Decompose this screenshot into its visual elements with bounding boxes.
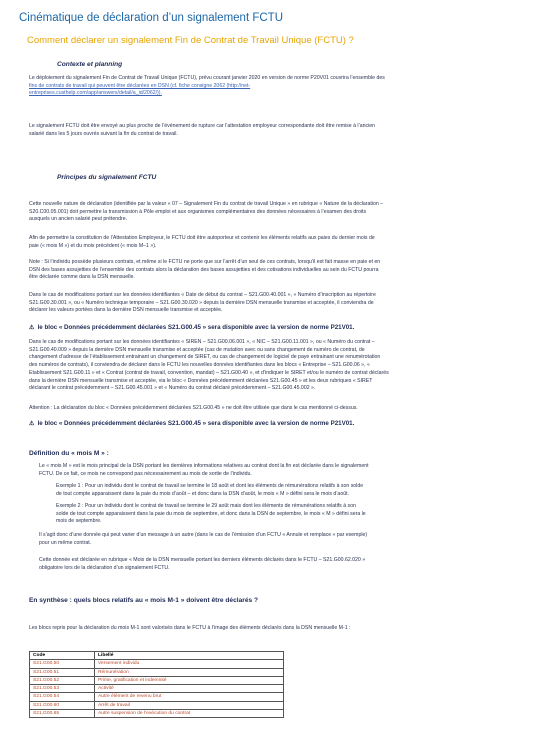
column-header-code: Code [30,652,95,660]
context-paragraph-1 [29,75,527,98]
warning-2 [29,420,354,427]
context-paragraph-2 [29,123,527,138]
context-line-2[interactable]: fins de contrats de travail qui peuvent être déclarées en DSN (cf. fiche consigne 2062 (http://net- [29,82,251,89]
definition-paragraph-3 [39,557,527,572]
codes-table [29,651,284,718]
warning-1 [29,324,354,331]
row-label: Versement individu [95,660,284,668]
warning-2-text: le bloc « Données précédemment déclarées S21.G00.45 » sera disponible avec la version de norme P21V01. [37,420,355,427]
warning-1-text: le bloc « Données précédemment déclarées S21.G00.45 » sera disponible avec la version de norme P21V01. [37,324,355,331]
row-label: Rémunération [95,668,284,676]
principles-p3-line-2: DSN des bases assujetties de l’ensemble des contrats alors la déclaration des bases assujetties et des cotisations individuelles au sein du FCTU pourra [29,266,379,273]
row-code: S21.G00.54 [30,693,95,701]
context-p2-line-1: Le signalement FCTU doit être envoyé au plus proche de l’événement de rupture car l’attestation employeur correspondante doit être remise à l’ancien [29,123,376,129]
definition-p2-line-2: pour un même contrat. [39,539,92,546]
principles-p4-line-2: S21.G00.30.001 », ou « Numéro technique temporaire – S21.G00.30.020 » depuis la dernière DSN mensuelle transmise et acceptée, il conviendra de [29,299,374,306]
example-1-line-1: Exemple 1 : Pour un individu dont le contrat de travail se termine le 18 août et dont les éléments de rémunérations relatifs à son solde [56,483,364,489]
principles-paragraph-3 [29,259,527,282]
attention-note: Attention : La déclaration du bloc « Données précédemment déclarées S21.G00.45 » ne doit être utilisée que dans le cas mentionné ci-dessus. [29,405,358,411]
principles-p3-line-1: Note : Si l’individu possède plusieurs contrats, et même si le FCTU ne porte que sur l’arrêt d’un seul de ces contrats, lorsqu’il est fait masse en paie et en [29,259,381,265]
page-subtitle: Comment déclarer un signalement Fin de Contrat de Travail Unique (FCTU) ? [27,35,354,46]
row-code: S21.G00.51 [30,668,95,676]
example-2-line-3: mois de septembre. [56,518,102,525]
principles-paragraph-2 [29,235,527,250]
context-p2-line-2: salarié dans les 5 jours ouvrés suivant la fin du contrat de travail. [29,130,178,137]
row-label: Prime, gratification et indemnité [95,676,284,684]
column-header-label: Libellé [95,652,284,660]
row-label: Activité [95,685,284,693]
row-code: S21.G00.50 [30,660,95,668]
principles-p5-line-6: dans la dernière DSN mensuelle transmise et acceptée, via le bloc « Données précédemment déclarées S21.G00.45 » et les deux rubriques « SIRET [29,377,373,384]
definition-p3-line-1: Cette donnée est déclarée en rubrique « Mois de la DSN mensuelle portant les derniers éléments déclarés dans le FCTU – S21.G00.62.020 » [39,557,366,563]
example-1 [56,483,527,498]
table-row [30,668,284,676]
warning-icon: ⚠ [29,420,35,427]
principles-p5-line-2: S21.G00.40.009 » depuis la dernière DSN mensuelle transmise et acceptée (cas de mutation avec ou sans changement de numéro de contrat, de [29,346,365,353]
row-code: S21.G00.53 [30,685,95,693]
principles-p5-line-1: Dans le cas de modifications portant sur les données identifiantes « SIREN – S21.G00.06.001 », « NIC – S21.G00.11.001 », ou « Numéro du contrat – [29,339,375,345]
context-heading: Contexte et planning [57,61,123,68]
row-label: Autre suspension de l’exécution du contrat [95,710,284,718]
row-label: Autre élément de revenu brut [95,693,284,701]
row-label: Arrêt de travail [95,701,284,709]
principles-p2-line-2: paie (« mois M ») et du mois précédent (« mois M–1 »). [29,242,157,249]
principles-p1-line-3: auxquels un ancien salarié peut prétendre. [29,216,128,223]
table-row [30,685,284,693]
table-row [30,693,284,701]
table-row [30,676,284,684]
row-code: S21.G00.60 [30,701,95,709]
principles-heading: Principes du signalement FCTU [57,174,157,181]
example-2 [56,503,527,526]
definition-paragraph-1 [39,463,527,478]
principles-p5-line-5: Etablissement S21.G00.11 » et « Contrat (contrat de travail, convention, mandat) – S21.G00.40 », et d’indiquer le SIRET et/ou le numéro de contrat déclarés [29,369,389,376]
principles-p3-line-3: être déclarée comme dans la DSN mensuelle. [29,274,135,281]
principles-p1-line-2: S20.C00.05.001) doit permettre la transmission à Pôle emploi et aux organismes complémentaires des données nécessaires à l’examen des droits [29,208,367,215]
context-line-3[interactable]: entreprises.custhelp.com/app/answers/detail/a_id/2062/)). [29,90,162,97]
context-line-1: Le déploiement du signalement Fin de Contrat de Travail Unique (FCTU), prévu courant janvier 2020 en version de norme P20V01 couvrira l’ensemble des [29,75,385,81]
warning-icon: ⚠ [29,324,35,331]
table-header-row [30,652,284,660]
example-1-line-2: de tout compte apparaissent dans la paie du mois d’août – et donc dans la DSN d’août, le mois « M » défini sera le mois d’août. [56,490,349,497]
synthesis-paragraph: Les blocs repris pour la déclaration du mois M-1 sont valorisés dans le FCTU à l’image des éléments déclarés dans la DSN mensuelle M-1 : [29,625,351,631]
page-title: Cinématique de déclaration d’un signalement FCTU [19,12,284,24]
principles-paragraph-5 [29,339,527,393]
definition-p3-line-2: obligatoire lors de la déclaration d’un signalement FCTU. [39,564,170,571]
row-code: S21.G00.65 [30,710,95,718]
principles-p5-line-7: déclarant le contrat précédemment – S21.G00.45.001 » et « Numéro du contrat déclaré précédemment – S21.G00.45.002 ». [29,385,316,392]
table-row [30,710,284,718]
principles-p1-line-1: Cette nouvelle nature de déclaration (identifiée par la valeur « 07 – Signalement Fin du contrat de travail Unique » en rubrique « Nature de la déclaration – [29,201,384,207]
principles-p5-line-4: des numéros de contrats), il conviendra de déclarer dans le FCTU les nouvelles données identifiantes dans les blocs « Entreprise – S21.G00.06 », « [29,362,370,369]
row-code: S21.G00.52 [30,676,95,684]
example-2-line-1: Exemple 2 : Pour un individu dont le contrat de travail se termine le 29 août mais dont les éléments de rémunérations relatifs à son [56,503,356,509]
synthesis-heading: En synthèse : quels blocs relatifs au « mois M-1 » doivent être déclarés ? [29,597,259,604]
definition-paragraph-2 [39,532,527,547]
principles-paragraph-1 [29,201,527,224]
principles-p4-line-1: Dans le cas de modifications portant sur les données identifiantes « Date de début du contrat – S21.G00.40.001 », « Numéro d’inscription au répertoire [29,292,376,298]
definition-heading: Définition du « mois M » : [29,450,109,457]
principles-p2-line-1: Afin de permettre la constitution de l’Attestation Employeur, le FCTU doit être autoporteur et contenir les éléments relatifs aux paies du dernier mois de [29,235,375,241]
principles-p4-line-3: déclarer les valeurs portées dans la dernière DSN mensuelle transmise et acceptée. [29,307,223,314]
principles-p5-line-3: changement d’adresse de l’établissement entrainant un changement de SIRET, ou cas de changement de logiciel de paye entrainant une renumérotation [29,354,381,361]
table-row [30,701,284,709]
example-2-line-2: solde de tout compte apparaissent dans la paie du mois de septembre, et donc dans la DSN de septembre, le mois « M » défini sera le [56,510,366,517]
definition-p1-line-2: FCTU. De ce fait, ce mois ne correspond pas nécessairement au mois de sortie de l’individu. [39,470,252,477]
principles-paragraph-4 [29,292,527,315]
definition-p2-line-1: Il s’agit donc d’une donnée qui peut varier d’un message à un autre (dans le cas de l’émission d’un FCTU « Annule et remplace » par exemple) [39,532,368,538]
definition-p1-line-1: Le « mois M » est le mois principal de la DSN portant les dernières informations relatives au contrat dont la fin est déclarée dans le signalement [39,463,369,469]
table-row [30,660,284,668]
